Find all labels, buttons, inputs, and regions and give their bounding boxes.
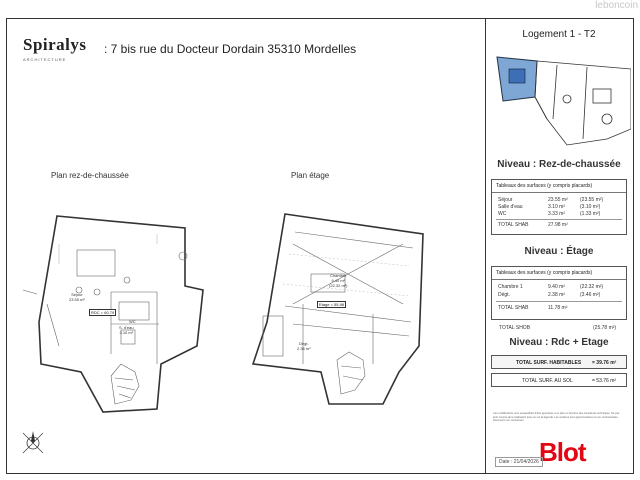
room-sejour — [69, 292, 85, 302]
salle-eau-label: S. d'eau — [119, 325, 134, 330]
row-rdc-v1-1: 3.10 m² — [548, 204, 565, 210]
building-thumbnail — [487, 49, 631, 149]
plan-etage-title: Plan étage — [291, 171, 330, 180]
plan-etage-drawing — [233, 204, 453, 414]
salle-eau-area: 3.10 m² — [119, 330, 134, 335]
row-etage-v1-0: 9.40 m² — [548, 284, 565, 290]
room-degt — [297, 341, 311, 351]
row-etage-v1-1: 2.38 m² — [548, 292, 565, 298]
etage-shob-value: (25.78 m²) — [593, 325, 617, 331]
rdc-total-value: 27.98 m² — [548, 222, 568, 228]
niveau-etage-title: Niveau : Étage — [524, 246, 594, 257]
room-chambre — [329, 273, 347, 288]
rdc-total-label: TOTAL SHAB — [498, 222, 529, 228]
plan-rdc-drawing — [7, 204, 227, 414]
niveau-rdc-etage-title: Niveau : Rdc + Etage — [509, 337, 609, 348]
etage-shob-label: TOTAL SHOB — [499, 325, 531, 331]
row-rdc-label-2: WC — [498, 211, 507, 217]
degt-area: 2.38 m² — [297, 346, 311, 351]
niveau-rdc-title: Niveau : Rez-de-chaussée — [497, 159, 621, 170]
total-hab-value: = 39.76 m² — [592, 360, 617, 366]
row-rdc-v2-1: (3.10 m²) — [580, 204, 601, 210]
date-label: Date : 21/04/2026 — [495, 457, 543, 467]
watermark: leboncoin — [595, 0, 638, 11]
chambre-area: 9.40 m² — [331, 278, 345, 283]
row-etage-label-0: Chambre 1 — [498, 284, 523, 290]
sejour-area: 23.55 m² — [69, 297, 85, 302]
room-wc: WC — [129, 319, 136, 324]
total-sol-label: TOTAL SURF. AU SOL — [522, 378, 573, 384]
row-rdc-v2-2: (1.33 m²) — [580, 211, 601, 217]
row-etage-v2-0: (22.32 m²) — [580, 284, 604, 290]
table-rdc — [491, 179, 627, 235]
total-sol-box — [491, 373, 627, 387]
etage-total-value: 11.78 m² — [548, 305, 568, 311]
row-etage-label-1: Dégt. — [498, 292, 510, 298]
row-rdc-label-1: Salle d'eau — [498, 204, 523, 210]
table-rdc-head: Tableaux des surfaces (y compris placards) — [492, 180, 626, 193]
total-hab-label: TOTAL SURF. HABITABLES — [516, 360, 582, 366]
rdc-tag: RDC = 60.79 — [91, 310, 115, 315]
row-rdc-label-0: Séjour — [498, 197, 513, 203]
surface-sidebar — [485, 19, 633, 473]
plan-sheet — [6, 18, 634, 474]
row-rdc-v1-0: 23.55 m² — [548, 197, 568, 203]
sejour-label: Séjour — [71, 292, 83, 297]
brand-logo: Blot — [539, 437, 586, 467]
logo: Spiralys — [23, 35, 87, 54]
logo-subtitle: ARCHITECTURE — [23, 57, 67, 62]
chambre-area-total: (22.32 m²) — [329, 283, 348, 288]
row-etage-v2-1: (3.46 m²) — [580, 292, 601, 298]
plans-area — [7, 19, 486, 473]
rdc-separator — [496, 219, 622, 220]
row-rdc-v1-2: 3.33 m² — [548, 211, 565, 217]
logement-title: Logement 1 - T2 — [522, 29, 596, 40]
row-rdc-v2-0: (23.55 m²) — [580, 197, 604, 203]
address: : 7 bis rue du Docteur Dordain 35310 Mordelles — [104, 42, 357, 56]
etage-total-label: TOTAL SHAB — [498, 305, 529, 311]
table-etage — [491, 266, 627, 320]
table-etage-head: Tableaux des surfaces (y compris placards) — [492, 267, 626, 280]
chambre-label: Chambre — [330, 273, 347, 278]
plan-rdc-title: Plan rez-de-chaussée — [51, 171, 129, 180]
room-salle-eau — [119, 325, 134, 335]
disclaimer-text: Ces modifications sont susceptibles d'être apportées à ce plan en fonction des contraintes techniques. Ne pas tenir compte de la réalisation avec ou sur la légende. Les surfaces sont approximatives et non contractuelles. Document non contractuel. — [493, 412, 620, 423]
etage-tag: Etage = 55.98 — [319, 302, 345, 307]
total-habitables-box — [491, 355, 627, 369]
north-arrow-icon — [19, 429, 47, 457]
degt-label: Dégt. — [299, 341, 309, 346]
etage-separator — [496, 301, 622, 302]
total-sol-value: = 53.76 m² — [592, 378, 617, 384]
